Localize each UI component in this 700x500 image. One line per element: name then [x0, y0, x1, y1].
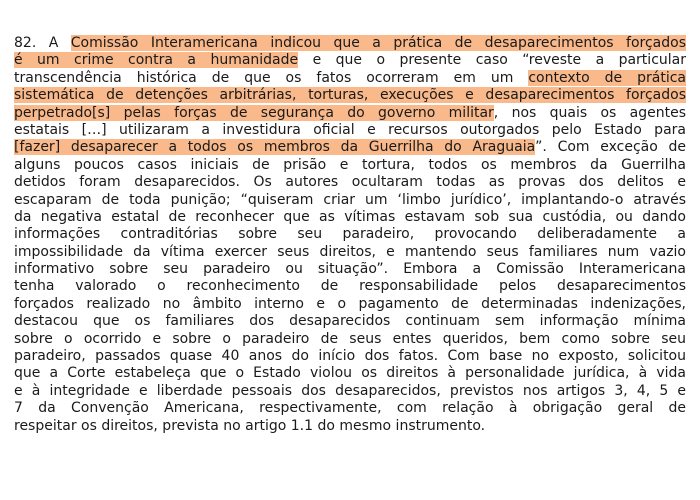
text-line: [14, 383, 686, 400]
highlighted-text: Comissão Interamericana indicou que a prática de desaparecimentos forçados: [70, 35, 686, 51]
highlighted-text: perpetrado[s] pelas forças de segurança do governo militar: [14, 104, 494, 121]
text-line: [14, 226, 686, 243]
text-segment: estatais […] utilizaram a investidura oficial e recursos outorgados pelo Estado para: [14, 121, 686, 138]
text-segment: que a Corte estabeleça que o Estado violou os direitos à personalidade jurídica, à vida: [14, 365, 686, 382]
text-segment: detidos foram desaparecidos. Os autores ocultaram todas as provas dos delitos e: [14, 174, 686, 191]
text-segment: respeitar os direitos, prevista no artigo 1.1 do mesmo instrumento.: [14, 417, 486, 434]
text-segment: e à integridade e liberdade pessoais dos desaparecidos, previstos nos artigos 3, 4, 5 e: [14, 382, 686, 399]
text-segment: forçados realizado no âmbito interno e o pagamento de determinadas indenizações,: [14, 295, 686, 312]
highlighted-text: é um crime contra a humanidade: [14, 52, 299, 69]
document-paragraph: [14, 35, 686, 435]
text-segment: paradeiro, passados quase 40 anos do início dos fatos. Com base no exposto, solicitou: [14, 348, 686, 365]
text-line: [14, 70, 686, 87]
text-line: [14, 296, 686, 313]
text-segment: escaparam de toda punição; “quiseram criar um ‘limbo jurídico’, implantando-o através: [14, 191, 686, 208]
text-segment: informativo sobre seu paradeiro ou situação”. Embora a Comissão Interamericana: [14, 261, 686, 278]
text-segment: sobre o ocorrido e sobre o paradeiro de seus entes queridos, bem como sobre seu: [14, 330, 686, 347]
text-line: [14, 348, 686, 365]
text-line: [14, 122, 686, 139]
text-line: [14, 365, 686, 382]
text-line: [14, 35, 686, 52]
text-segment: da negativa estatal de reconhecer que as vítimas estavam sob sua custódia, ou dando: [14, 208, 686, 225]
highlighted-text: sistemática de detenções arbitrárias, torturas, execuções e desaparecimentos forçados: [14, 87, 686, 104]
text-line: [14, 87, 686, 104]
highlighted-text: [fazer] desaparecer a todos os membros da Guerrilha do Araguaia: [14, 139, 536, 156]
text-segment: , nos quais os agentes: [493, 104, 686, 121]
text-segment: informações contraditórias sobre seu paradeiro, provocando deliberadamente a: [14, 226, 686, 243]
text-segment: 82.: [14, 35, 37, 51]
text-line: [14, 157, 686, 174]
text-segment: tenha valorado o reconhecimento de responsabilidade pelos desaparecimentos: [14, 278, 686, 295]
text-line: [14, 105, 686, 122]
text-segment: transcendência histórica de que os fatos ocorreram em um: [14, 69, 529, 86]
text-segment: 7 da Convenção Americana, respectivamente, com relação à obrigação geral de: [14, 400, 686, 417]
text-line: [14, 261, 686, 278]
text-line: [14, 400, 686, 417]
text-segment: A: [36, 35, 71, 51]
text-line: [14, 244, 686, 261]
text-line: [14, 192, 686, 209]
highlighted-text: contexto de prática: [528, 69, 687, 86]
text-line: [14, 313, 686, 330]
text-line: [14, 174, 686, 191]
text-line: [14, 52, 686, 69]
text-segment: destacou que os familiares dos desaparecidos continuam sem informação mínima: [14, 313, 686, 330]
text-segment: alguns poucos casos iniciais de prisão e tortura, todos os membros da Guerrilha: [14, 156, 686, 173]
text-segment: ”. Com exceção de: [535, 139, 686, 156]
text-segment: impossibilidade da vítima exercer seus direitos, e mantendo seus familiares num vazio: [14, 243, 686, 260]
text-line: [14, 418, 686, 435]
text-line: [14, 209, 686, 226]
text-segment: e que o presente caso “reveste a particular: [298, 52, 686, 69]
text-line: [14, 278, 686, 295]
text-line: [14, 331, 686, 348]
text-line: [14, 139, 686, 156]
